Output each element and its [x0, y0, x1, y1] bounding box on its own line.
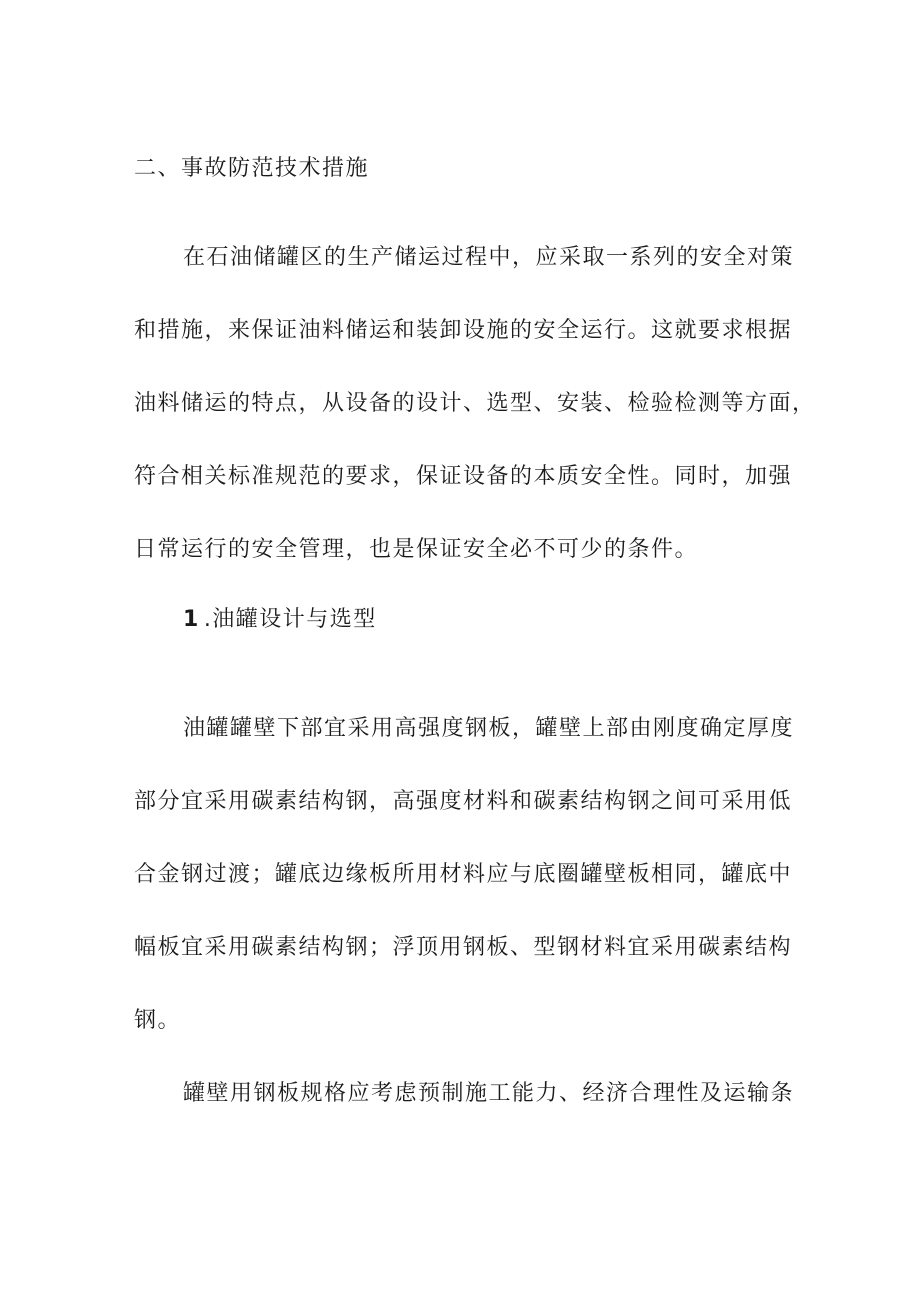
intro-line-3: 油料储运的特点，从设备的设计、选型、安装、检验检测等方面，: [134, 391, 816, 416]
para2-line-3: 合金钢过渡；罐底边缘板所用材料应与底圈罐壁板相同，罐底中: [134, 862, 793, 887]
para2-line-5: 钢。: [134, 1008, 182, 1033]
intro-line-4: 符合相关标准规范的要求，保证设备的本质安全性。同时，加强: [134, 464, 793, 489]
para3-line-1: 罐壁用钢板规格应考虑预制施工能力、经济合理性及运输条: [183, 1081, 795, 1106]
intro-line-5: 日常运行的安全管理，也是保证安全必不可少的条件。: [134, 537, 699, 562]
para2-line-2: 部分宜采用碳素结构钢，高强度材料和碳素结构钢之间可采用低: [134, 789, 793, 814]
para2-line-1: 油罐罐壁下部宜采用高强度钢板，罐壁上部由刚度确定厚度: [183, 716, 795, 741]
subsection-number: 1: [183, 607, 200, 632]
subsection-title: [183, 605, 377, 635]
subsection-title-text: .油罐设计与选型: [203, 607, 377, 632]
para2-line-4: 幅板宜采用碳素结构钢；浮顶用钢板、型钢材料宜采用碳素结构: [134, 935, 793, 960]
intro-line-1: 在石油储罐区的生产储运过程中，应采取一系列的安全对策: [183, 245, 795, 270]
intro-line-2: 和措施，来保证油料储运和装卸设施的安全运行。这就要求根据: [134, 318, 793, 343]
section-heading: 二、事故防范技术措施: [134, 156, 370, 181]
